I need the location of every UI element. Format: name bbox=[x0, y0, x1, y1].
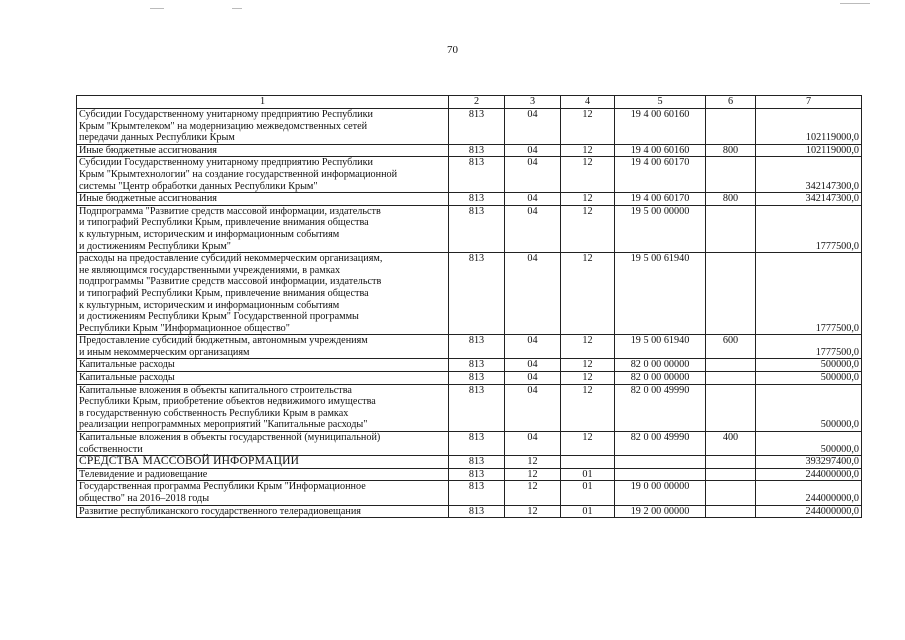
row-expense-type-cell bbox=[706, 384, 756, 431]
row-admin-code-cell: 813 bbox=[449, 384, 505, 431]
row-admin-code-cell: 813 bbox=[449, 372, 505, 385]
row-section-cell: 04 bbox=[505, 253, 561, 335]
table-row bbox=[77, 157, 862, 193]
row-section-cell: 12 bbox=[505, 505, 561, 518]
table-row bbox=[77, 456, 862, 469]
table-row bbox=[77, 505, 862, 518]
row-admin-code-cell: 813 bbox=[449, 505, 505, 518]
row-subsection-cell bbox=[561, 456, 615, 469]
table-row bbox=[77, 468, 862, 481]
row-amount-cell: 500000,0 bbox=[756, 372, 862, 385]
row-admin-code-cell: 813 bbox=[449, 432, 505, 456]
row-admin-code-cell: 813 bbox=[449, 359, 505, 372]
table-row bbox=[77, 481, 862, 505]
row-amount-cell: 244000000,0 bbox=[756, 468, 862, 481]
row-admin-code-cell: 813 bbox=[449, 253, 505, 335]
table-row bbox=[77, 359, 862, 372]
row-target-article-cell: 19 4 00 60170 bbox=[615, 193, 706, 206]
row-target-article-cell: 19 4 00 60160 bbox=[615, 109, 706, 145]
table-row bbox=[77, 384, 862, 431]
row-name-cell: расходы на предоставление субсидий некоммерческим организациям, не являющимся государственными учреждениями, в рамках подпрограммы "Развитие средств массовой информации, издательств и типографий Республики Крым, привлечение внимания общества к культурным, историческим и информационным событиям и достижениям Республики Крым" Государственной программы Республики Крым "Информационное общество" bbox=[77, 253, 449, 335]
row-subsection-cell: 12 bbox=[561, 335, 615, 359]
row-amount-cell: 342147300,0 bbox=[756, 157, 862, 193]
row-admin-code-cell: 813 bbox=[449, 205, 505, 252]
row-section-cell: 12 bbox=[505, 481, 561, 505]
row-name-cell: Капитальные расходы bbox=[77, 372, 449, 385]
row-subsection-cell: 12 bbox=[561, 205, 615, 252]
table-header-row bbox=[77, 96, 862, 109]
row-expense-type-cell bbox=[706, 372, 756, 385]
row-section-cell: 04 bbox=[505, 157, 561, 193]
row-amount-cell: 500000,0 bbox=[756, 359, 862, 372]
table-row bbox=[77, 253, 862, 335]
row-admin-code-cell: 813 bbox=[449, 481, 505, 505]
row-subsection-cell: 12 bbox=[561, 372, 615, 385]
row-admin-code-cell: 813 bbox=[449, 193, 505, 206]
row-target-article-cell: 82 0 00 49990 bbox=[615, 384, 706, 431]
row-expense-type-cell bbox=[706, 205, 756, 252]
col-header: 2 bbox=[449, 96, 505, 109]
row-section-cell: 04 bbox=[505, 335, 561, 359]
row-name-cell: Государственная программа Республики Крым "Информационное общество" на 2016–2018 годы bbox=[77, 481, 449, 505]
row-expense-type-cell: 800 bbox=[706, 193, 756, 206]
table-row bbox=[77, 432, 862, 456]
budget-table bbox=[76, 95, 862, 518]
row-expense-type-cell bbox=[706, 157, 756, 193]
row-target-article-cell: 19 4 00 60170 bbox=[615, 157, 706, 193]
row-name-cell: Капитальные вложения в объекты капитального строительства Республики Крым, приобретение объектов недвижимого имущества в государственную собственность Республики Крым в рамках реализации непрограммных мероприятий "Капитальные расходы" bbox=[77, 384, 449, 431]
row-subsection-cell: 12 bbox=[561, 193, 615, 206]
scan-artifact bbox=[232, 8, 242, 9]
row-amount-cell: 244000000,0 bbox=[756, 481, 862, 505]
row-section-cell: 04 bbox=[505, 359, 561, 372]
row-section-cell: 04 bbox=[505, 144, 561, 157]
row-section-cell: 04 bbox=[505, 384, 561, 431]
row-amount-cell: 393297400,0 bbox=[756, 456, 862, 469]
row-amount-cell: 244000000,0 bbox=[756, 505, 862, 518]
row-expense-type-cell bbox=[706, 468, 756, 481]
row-name-cell: Иные бюджетные ассигнования bbox=[77, 144, 449, 157]
row-amount-cell: 500000,0 bbox=[756, 384, 862, 431]
row-amount-cell: 342147300,0 bbox=[756, 193, 862, 206]
row-name-cell: Развитие республиканского государственного телерадиовещания bbox=[77, 505, 449, 518]
row-name-cell: Капитальные вложения в объекты государственной (муниципальной) собственности bbox=[77, 432, 449, 456]
row-section-cell: 04 bbox=[505, 205, 561, 252]
row-name-cell: Подпрограмма "Развитие средств массовой информации, издательств и типографий Республики Крым, привлечение внимания общества к культурным, историческим и информационным событиям и достижениям Республики Крым" bbox=[77, 205, 449, 252]
row-expense-type-cell: 800 bbox=[706, 144, 756, 157]
row-amount-cell: 102119000,0 bbox=[756, 109, 862, 145]
row-amount-cell: 1777500,0 bbox=[756, 205, 862, 252]
row-subsection-cell: 12 bbox=[561, 359, 615, 372]
row-target-article-cell bbox=[615, 468, 706, 481]
row-section-cell: 12 bbox=[505, 468, 561, 481]
row-subsection-cell: 01 bbox=[561, 481, 615, 505]
row-target-article-cell: 19 2 00 00000 bbox=[615, 505, 706, 518]
row-subsection-cell: 12 bbox=[561, 384, 615, 431]
table-body bbox=[77, 109, 862, 518]
row-expense-type-cell bbox=[706, 109, 756, 145]
row-section-cell: 04 bbox=[505, 372, 561, 385]
row-expense-type-cell bbox=[706, 456, 756, 469]
row-target-article-cell: 82 0 00 49990 bbox=[615, 432, 706, 456]
row-admin-code-cell: 813 bbox=[449, 335, 505, 359]
row-admin-code-cell: 813 bbox=[449, 144, 505, 157]
row-section-cell: 12 bbox=[505, 456, 561, 469]
col-header: 5 bbox=[615, 96, 706, 109]
row-subsection-cell: 12 bbox=[561, 432, 615, 456]
row-subsection-cell: 01 bbox=[561, 468, 615, 481]
row-expense-type-cell bbox=[706, 505, 756, 518]
row-name-cell: Телевидение и радиовещание bbox=[77, 468, 449, 481]
row-subsection-cell: 12 bbox=[561, 144, 615, 157]
col-header: 4 bbox=[561, 96, 615, 109]
row-subsection-cell: 12 bbox=[561, 157, 615, 193]
row-name-cell: Субсидии Государственному унитарному предприятию Республики Крым "Крымтехнологии" на создание государственной информационной системы "Центр обработки данных Республики Крым" bbox=[77, 157, 449, 193]
row-section-cell: 04 bbox=[505, 193, 561, 206]
row-amount-cell: 500000,0 bbox=[756, 432, 862, 456]
table-row bbox=[77, 144, 862, 157]
row-name-cell: СРЕДСТВА МАССОВОЙ ИНФОРМАЦИИ bbox=[77, 456, 449, 469]
col-header: 1 bbox=[77, 96, 449, 109]
table-row bbox=[77, 205, 862, 252]
row-amount-cell: 102119000,0 bbox=[756, 144, 862, 157]
row-target-article-cell: 19 5 00 61940 bbox=[615, 335, 706, 359]
page-number: 70 bbox=[447, 44, 458, 56]
row-admin-code-cell: 813 bbox=[449, 157, 505, 193]
row-admin-code-cell: 813 bbox=[449, 456, 505, 469]
col-header: 3 bbox=[505, 96, 561, 109]
row-admin-code-cell: 813 bbox=[449, 109, 505, 145]
row-expense-type-cell bbox=[706, 253, 756, 335]
row-section-cell: 04 bbox=[505, 432, 561, 456]
row-subsection-cell: 12 bbox=[561, 109, 615, 145]
row-name-cell: Предоставление субсидий бюджетным, автономным учреждениям и иным некоммерческим организациям bbox=[77, 335, 449, 359]
table-row bbox=[77, 109, 862, 145]
row-admin-code-cell: 813 bbox=[449, 468, 505, 481]
scan-artifact bbox=[150, 8, 164, 9]
row-expense-type-cell: 400 bbox=[706, 432, 756, 456]
row-expense-type-cell bbox=[706, 481, 756, 505]
row-target-article-cell: 82 0 00 00000 bbox=[615, 372, 706, 385]
table-row bbox=[77, 372, 862, 385]
table-row bbox=[77, 335, 862, 359]
table-row bbox=[77, 193, 862, 206]
col-header: 7 bbox=[756, 96, 862, 109]
col-header: 6 bbox=[706, 96, 756, 109]
row-target-article-cell: 19 0 00 00000 bbox=[615, 481, 706, 505]
row-target-article-cell: 19 5 00 00000 bbox=[615, 205, 706, 252]
row-target-article-cell: 19 5 00 61940 bbox=[615, 253, 706, 335]
row-target-article-cell bbox=[615, 456, 706, 469]
row-section-cell: 04 bbox=[505, 109, 561, 145]
row-amount-cell: 1777500,0 bbox=[756, 253, 862, 335]
row-subsection-cell: 01 bbox=[561, 505, 615, 518]
row-name-cell: Иные бюджетные ассигнования bbox=[77, 193, 449, 206]
row-expense-type-cell bbox=[706, 359, 756, 372]
row-amount-cell: 1777500,0 bbox=[756, 335, 862, 359]
row-target-article-cell: 82 0 00 00000 bbox=[615, 359, 706, 372]
row-name-cell: Субсидии Государственному унитарному предприятию Республики Крым "Крымтелеком" на модернизацию межведомственных сетей передачи данных Республики Крым bbox=[77, 109, 449, 145]
row-expense-type-cell: 600 bbox=[706, 335, 756, 359]
scan-artifact bbox=[840, 3, 870, 4]
row-subsection-cell: 12 bbox=[561, 253, 615, 335]
row-target-article-cell: 19 4 00 60160 bbox=[615, 144, 706, 157]
row-name-cell: Капитальные расходы bbox=[77, 359, 449, 372]
